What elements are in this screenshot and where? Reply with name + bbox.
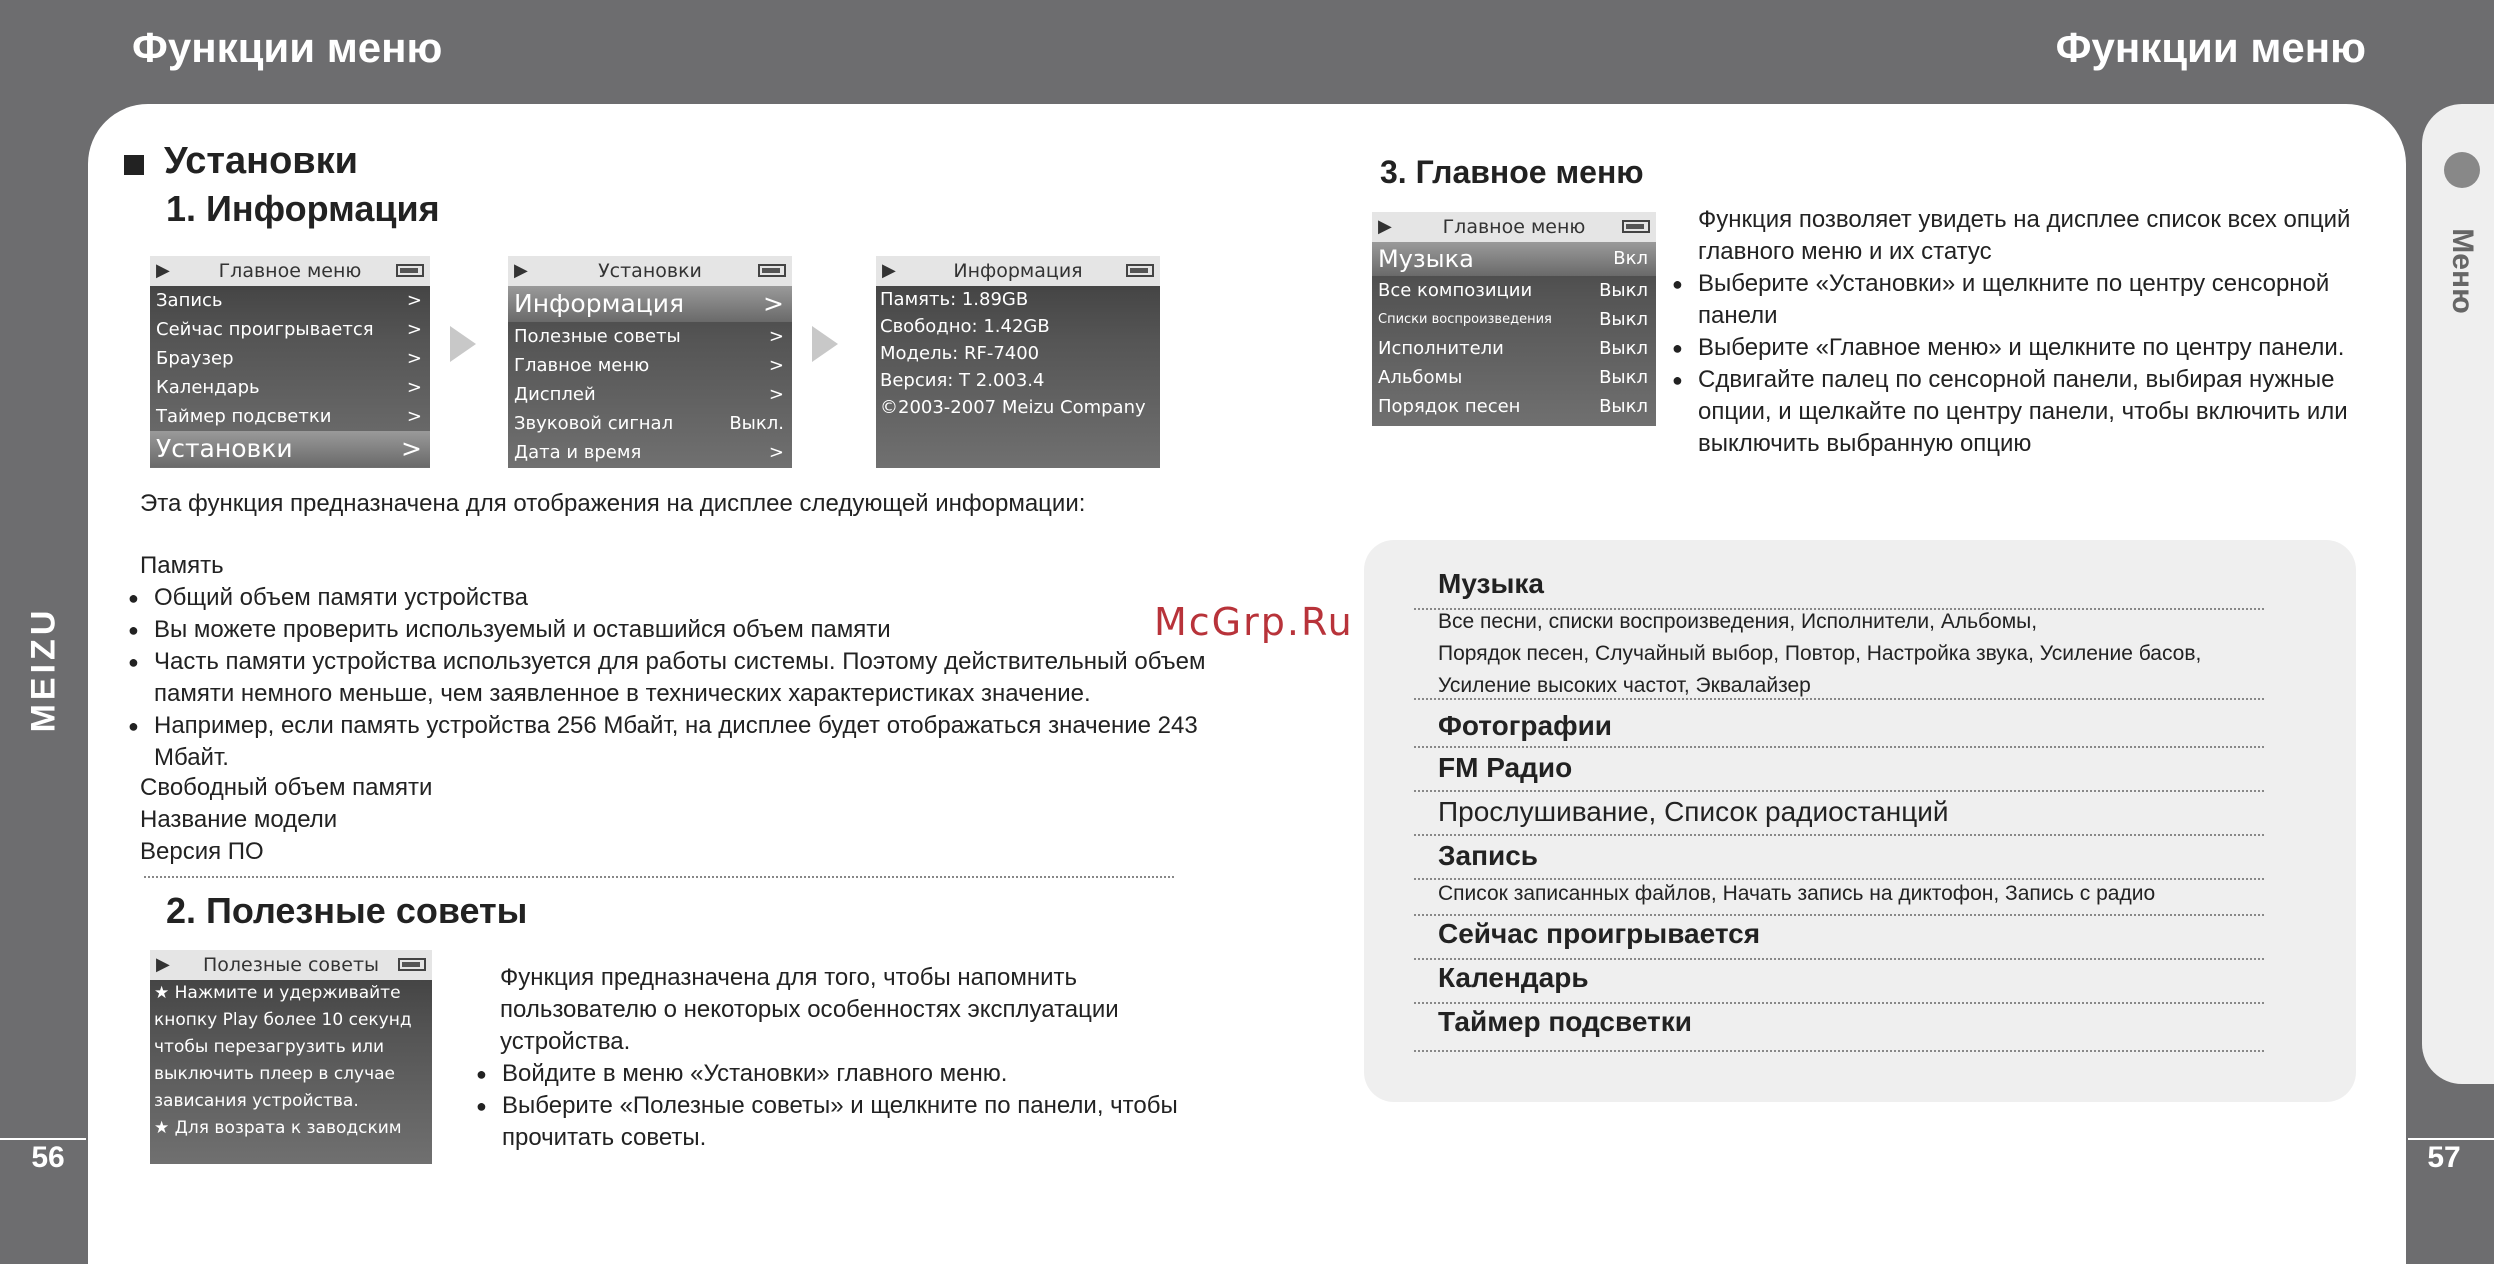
screen-row-label: Музыка [1378,245,1474,273]
info-after-list [140,772,432,868]
screen-row-label: Полезные советы [514,326,681,347]
bullet-item: ● Сдвигайте палец по сенсорной панели, выбирая нужные опции, и щелкайте по центру панели, чтобы включить или выключить выбранную опцию [1672,364,2392,460]
screen-row-label: Порядок песен [1378,396,1521,417]
page-number-rule-left [0,1138,86,1140]
battery-icon [758,264,786,277]
left-header-title: Функции меню [132,24,443,71]
chevron-right-icon: > [401,434,422,463]
dotted-divider [1414,958,2264,960]
dotted-divider [1414,746,2264,748]
battery-icon [398,958,426,971]
side-tab [2422,104,2494,1084]
menu-item-music: Музыка [1438,568,1544,599]
chevron-right-icon: > [763,289,784,318]
screen-title: Главное меню [218,260,362,282]
screen-row [1372,305,1656,334]
screen-title: Главное меню [1442,216,1586,238]
bullet-item: ● Выберите «Полезные советы» и щелкните по панели, чтобы прочитать советы. [476,1090,1196,1154]
circle-icon [2444,152,2480,188]
screen-row-value: Выкл [1599,309,1648,330]
section-square-icon [124,155,144,175]
screen-row-label: Установки [156,434,293,463]
screen-line: выключить плеер в случае [154,1064,396,1084]
screen-row-label: Главное меню [514,355,650,376]
page-number-right: 57 [2427,1141,2461,1174]
music-sub-line: Усиление высоких частот, Эквалайзер [1438,674,1811,697]
screen-info [876,256,1160,468]
chevron-right-icon: > [406,348,422,369]
screen-main-menu [150,256,430,468]
dotted-divider [1414,698,2264,700]
info-heading: 1. Информация [166,188,440,229]
chevron-right-icon: > [768,384,784,405]
screen-row [508,322,792,351]
menu-item-record: Запись [1438,840,1539,871]
main-menu-description: Функция позволяет увидеть на дисплее список всех опций главного меню и их статус [1698,206,2351,265]
screen-row [1372,276,1656,305]
bullet-item: ● Выберите «Главное меню» и щелкните по центру панели. [1672,332,2392,364]
screen-row [150,373,430,402]
music-sub-line: Порядок песен, Случайный выбор, Повтор, Настройка звука, Усиление басов, [1438,642,2202,665]
bullet-item: ● Выберите «Установки» и щелкните по центру сенсорной панели [1672,268,2392,332]
screen-title-bar [150,256,430,286]
bullet-item: ● Например, если память устройства 256 Мбайт, на дисплее будет отображаться значение 243 Мбайт. [128,710,1248,774]
info-after-item: Название модели [140,806,338,833]
dotted-divider [1414,790,2264,792]
play-icon: ▶ [514,260,528,281]
page-number-rule-right [2408,1138,2494,1140]
arrow-right-icon [812,326,838,362]
play-icon: ▶ [156,954,170,975]
chevron-right-icon: > [406,406,422,427]
menu-item-photos: Фотографии [1438,710,1613,741]
dotted-divider [144,876,1174,878]
battery-icon [1622,220,1650,233]
screen-row-selected [1372,242,1656,276]
dotted-divider [1414,914,2264,916]
screen-row-selected [508,286,792,322]
menu-item-fm: FM Радио [1438,752,1573,783]
screen-row-value: Вкл [1613,248,1648,269]
side-tab-label: Меню [2446,228,2479,314]
menu-item-calendar: Календарь [1438,962,1589,993]
battery-icon [1126,264,1154,277]
screen-line: ★ Нажмите и удерживайте [154,983,401,1003]
screen-row [508,438,792,467]
screen-row-label: Информация [514,289,685,318]
section-title: Установки [164,140,359,182]
tips-bullet-list [476,1058,1196,1154]
screen-title-bar [150,950,432,980]
screen-row-label: Таймер подсветки [156,406,332,427]
screen-line: зависания устройства. [154,1091,359,1111]
meizu-logo [14,606,74,733]
fm-sub: Прослушивание, Список радиостанций [1438,796,1949,827]
screen-main-menu-options [1372,212,1656,426]
screen-row-label: Звуковой сигнал [514,413,674,434]
page-number-left: 56 [31,1141,65,1174]
screen-row-label: Браузер [156,348,234,369]
screen-row-label: Все композиции [1378,280,1533,301]
screen-row-selected [150,431,430,467]
battery-icon [396,264,424,277]
music-sub-list [1438,606,2318,702]
tips-heading: 2. Полезные советы [166,890,528,931]
screen-row-label: Календарь [156,377,260,398]
arrow-right-icon [450,326,476,362]
main-menu-heading: 3. Главное меню [1380,154,1644,190]
info-after-item: Свободный объем памяти [140,774,433,801]
dotted-divider [1414,1002,2264,1004]
bullet-item: ● Часть памяти устройства используется для работы системы. Поэтому действительный объем памяти немного меньше, чем заявленное в технических характеристиках значение. [128,646,1214,710]
screen-row-value: Выкл [1599,367,1648,388]
chevron-right-icon: > [768,442,784,463]
screen-row-label: Альбомы [1378,367,1463,388]
play-icon: ▶ [1378,216,1392,237]
tips-description: Функция предназначена для того, чтобы напомнить пользователю о некоторых особенностях эксплуатации устройства. [500,964,1119,1055]
screen-title-bar [876,256,1160,286]
screen-row-value: Выкл [1599,280,1648,301]
chevron-right-icon: > [768,326,784,347]
screen-row [150,344,430,373]
screen-line: Модель: RF-7400 [880,343,1040,364]
screen-line: Свободно: 1.42GB [880,316,1050,337]
screen-row-label: Дата и время [514,442,642,463]
record-sub: Список записанных файлов, Начать запись на диктофон, Запись с радио [1438,882,2156,905]
meizu-logo-text: MEIZU [24,606,63,733]
screen-title-bar [1372,212,1656,242]
chevron-right-icon: > [406,377,422,398]
screen-line: Память: 1.89GB [880,289,1029,310]
screen-title: Информация [953,260,1083,282]
menu-item-backlight: Таймер подсветки [1438,1006,1692,1037]
screen-row-label: Списки воспроизведения [1378,312,1552,327]
screen-row-value: Выкл [1599,396,1648,417]
screen-row-label: Исполнители [1378,338,1504,359]
info-after-item: Версия ПО [140,838,264,865]
menu-item-now-playing: Сейчас проигрывается [1438,918,1761,949]
dotted-divider [1414,1050,2264,1052]
screen-row [508,351,792,380]
screen-line: Версия: T 2.003.4 [880,370,1045,391]
screen-title-bar [508,256,792,286]
watermark: McGrp.Ru [1154,600,1354,644]
screen-title: Полезные советы [202,954,380,976]
screen-row [150,315,430,344]
screen-settings [508,256,792,468]
bullet-item: ● Вы можете проверить используемый и оставшийся объем памяти [128,614,1248,646]
right-header-title: Функции меню [2055,24,2366,71]
screen-row [150,286,430,315]
bullet-item: ● Общий объем памяти устройства [128,582,1248,614]
screen-line: ★ Для возрата к заводским [154,1118,402,1138]
info-intro: Эта функция предназначена для отображения на дисплее следующей информации: [140,490,1086,517]
main-menu-bullet-list [1672,268,2392,460]
memory-label: Память [140,552,224,579]
screen-row-label: Сейчас проигрывается [156,319,374,340]
play-icon: ▶ [156,260,170,281]
music-sub-line: Все песни, списки воспроизведения, Исполнители, Альбомы, [1438,610,2038,633]
screen-line: кнопку Play более 10 секунд [154,1010,412,1030]
screen-row-label: Дисплей [514,384,596,405]
screen-row-value: Выкл [1599,338,1648,359]
chevron-right-icon: > [406,290,422,311]
screen-line: чтобы перезагрузить или [154,1037,385,1057]
screen-row [508,380,792,409]
chevron-right-icon: > [768,355,784,376]
dotted-divider [1414,834,2264,836]
screen-row-label: Запись [156,290,223,311]
screen-row [508,409,792,438]
bullet-item: ● Войдите в меню «Установки» главного меню. [476,1058,1196,1090]
screen-row [1372,392,1656,421]
screen-tips [150,950,432,1164]
chevron-right-icon: > [406,319,422,340]
info-bullet-list [128,582,1248,774]
screen-row-value: Выкл. [729,413,784,434]
play-icon: ▶ [882,260,896,281]
screen-row [1372,363,1656,392]
screen-row [1372,334,1656,363]
screen-line: ©2003-2007 Meizu Company [880,397,1146,418]
screen-row [150,402,430,431]
screen-title: Установки [598,260,702,282]
